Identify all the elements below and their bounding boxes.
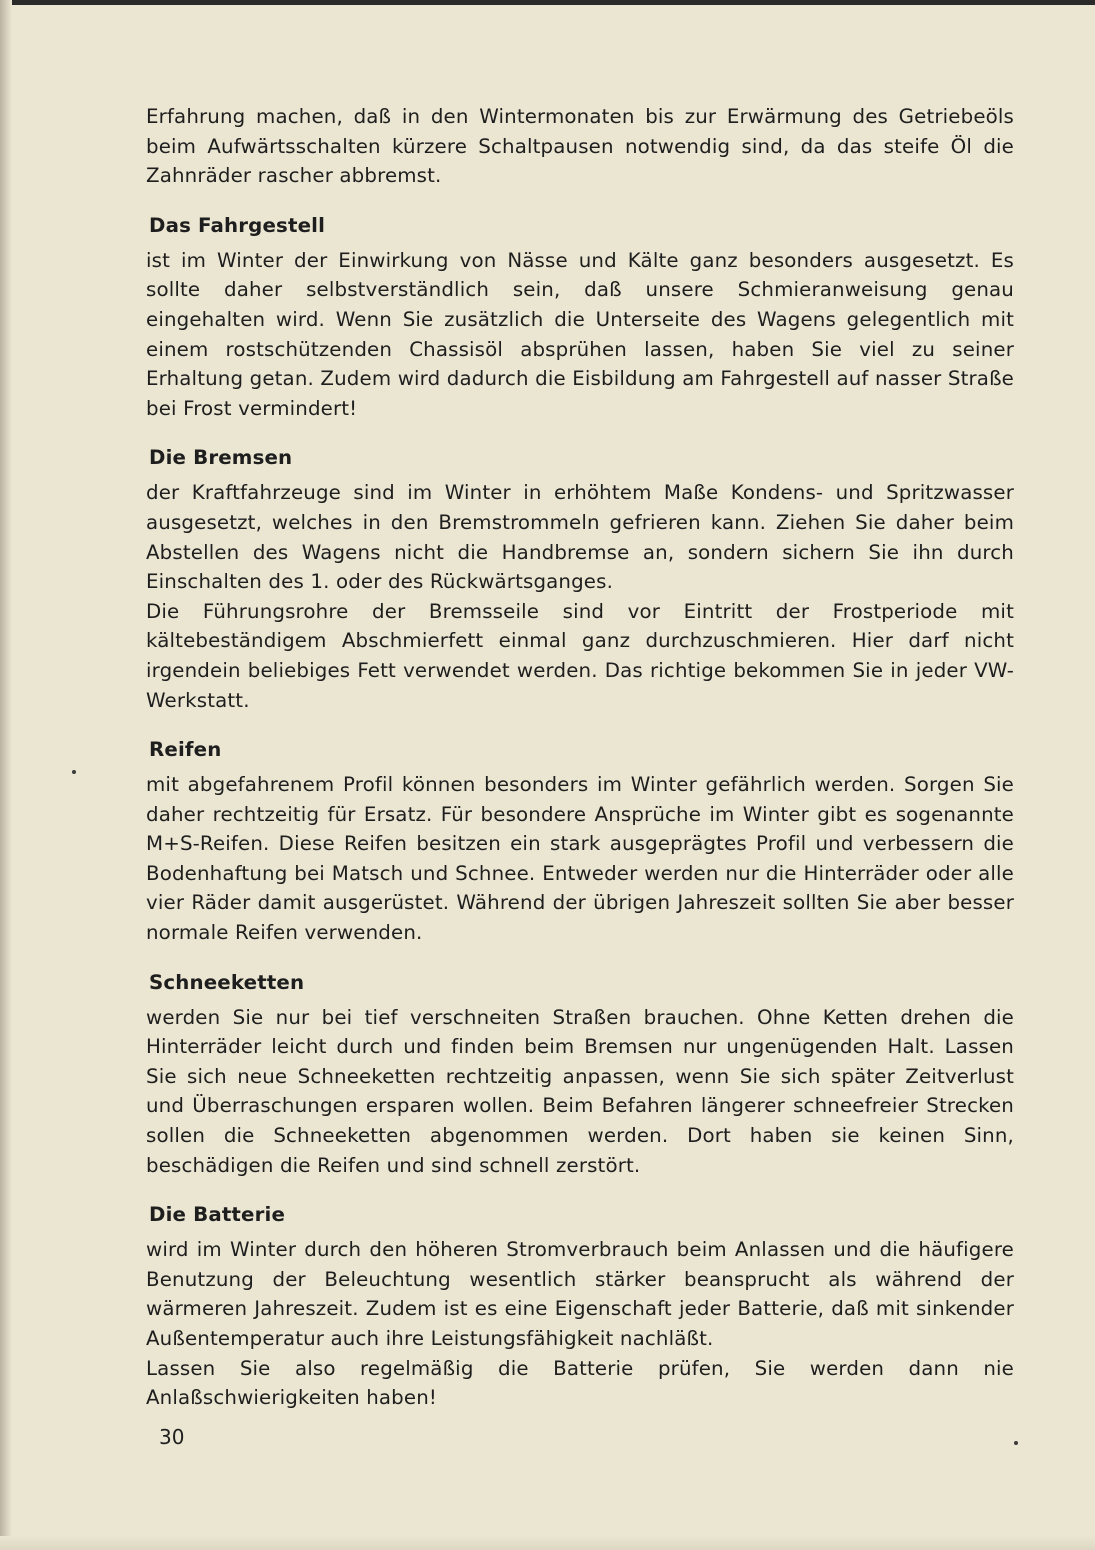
page-content [146,102,1014,1413]
section-heading: Die Batterie [149,1203,286,1227]
print-speck [72,770,76,774]
section-bremsen [146,444,1014,715]
section-paragraph: der Kraftfahrzeuge sind im Winter in erhöhtem Maße Kondens- und Spritzwasser ausgesetzt, welches in den Bremstrommeln gefrieren kann. Ziehen Sie daher beim Abstellen des Wagens nicht die Handbremse an, sondern sichern Sie ihn durch Einschalten des 1. oder des Rückwärtsganges. [146,481,1014,594]
top-border [0,0,1095,5]
section-batterie [146,1201,1014,1413]
section-reifen [146,736,1014,948]
section-paragraph: wird im Winter durch den höheren Stromverbrauch beim Anlassen und die häufigere Benutzung der Beleuchtung wesentlich stärker beansprucht als während der wärmeren Jahreszeit. Zudem ist es eine Eigenschaft jeder Batterie, daß mit sinkender Außentemperatur auch ihre Leistungsfähigkeit nachläßt. [146,1238,1014,1350]
page-bottom-edge [0,1536,1095,1550]
intro-paragraph: Erfahrung machen, daß in den Wintermonaten bis zur Erwärmung des Getriebeöls beim Aufwärtsschalten kürzere Schaltpausen notwendig sind, da das steife Öl die Zahnräder rascher abbremst. [146,105,1014,188]
section-heading: Reifen [149,738,222,762]
section-paragraph: mit abgefahrenem Profil können besonders im Winter gefährlich werden. Sorgen Sie daher rechtzeitig für Ersatz. Für besondere Ansprüche im Winter gibt es sogenannte M+S-Reifen. Diese Reifen besitzen ein stark ausgeprägtes Profil und verbessern die Bodenhaftung bei Matsch und Schnee. Entweder werden nur die Hinterräder oder alle vier Räder damit ausgerüstet. Während der übrigen Jahreszeit sollten Sie aber besser normale Reifen verwenden. [146,773,1014,945]
section-heading: Die Bremsen [149,446,293,470]
section-paragraph: Die Führungsrohre der Bremsseile sind vor Eintritt der Frostperiode mit kältebeständigem Abschmierfett einmal ganz durchzuschmieren. Hier darf nicht irgendein beliebiges Fett verwendet werden. Das richtige bekommen Sie in jeder VW-Werkstatt. [146,599,1014,712]
section-paragraph: ist im Winter der Einwirkung von Nässe und Kälte ganz besonders ausgesetzt. Es sollte daher selbstverständlich sein, daß unsere Schmieranweisung genau eingehalten wird. Wenn Sie zusätzlich die Unterseite des Wagens gelegentlich mit einem rostschützenden Chassisöl absprühen lassen, haben Sie viel zu seiner Erhaltung getan. Zudem wird dadurch die Eisbildung am Fahrgestell auf nasser Straße bei Frost vermindert! [146,248,1014,420]
section-paragraph: werden Sie nur bei tief verschneiten Straßen brauchen. Ohne Ketten drehen die Hinterräder leicht durch und finden beim Bremsen nur ungenügenden Halt. Lassen Sie sich neue Schneeketten rechtzeitig anpassen, wenn Sie sich später Zeitverlust und Überraschungen ersparen wollen. Beim Befahren längerer schneefreier Strecken sollen die Schneeketten abgenommen werden. Dort haben sie keinen Sinn, beschädigen die Reifen und sind schnell zerstört. [146,1005,1014,1177]
section-heading: Das Fahrgestell [149,213,326,237]
page-number: 30 [159,1425,185,1449]
section-paragraph: Lassen Sie also regelmäßig die Batterie prüfen, Sie werden dann nie Anlaßschwierigkeiten haben! [146,1356,1014,1410]
section-heading: Schneeketten [149,970,305,994]
section-schneeketten [146,969,1014,1181]
page-binding-edge [0,0,12,1550]
print-speck [1014,1441,1018,1445]
section-fahrgestell [146,212,1014,424]
